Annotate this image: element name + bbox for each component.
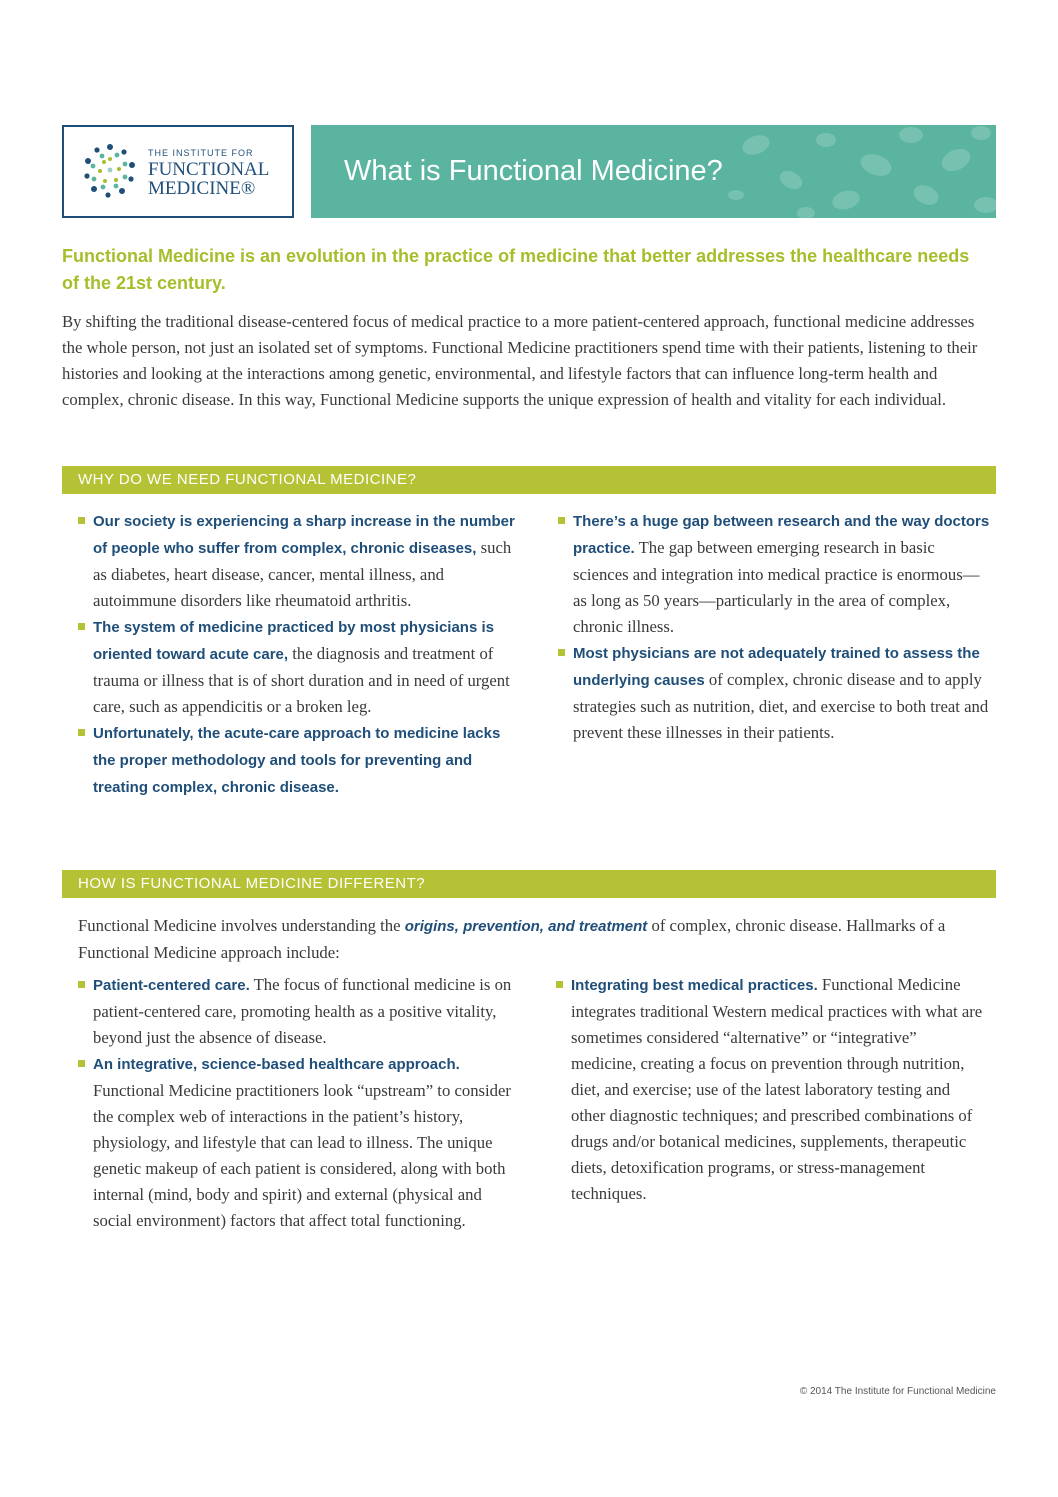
list-item-text: The gap between emerging research in basic sciences and integration into medical practice is enormous—as long as 50 years—particularly in the area of complex, chronic illness.	[573, 538, 980, 636]
page-title: What is Functional Medicine?	[344, 155, 723, 187]
how-paragraph	[78, 913, 978, 966]
logo-mark-icon	[80, 141, 140, 201]
list-item	[78, 1051, 518, 1234]
section-heading-why-label: WHY DO WE NEED FUNCTIONAL MEDICINE?	[78, 471, 417, 488]
list-item-bold: Integrating best medical practices.	[571, 977, 818, 994]
list-item-text: such as diabetes, heart disease, cancer, mental illness, and autoimmune disorders like rheumatoid arthritis.	[93, 538, 512, 610]
intro-paragraph: By shifting the traditional disease-centered focus of medical practice to a more patient-centered approach, functional medicine addresses the whole person, not just an isolated set of symptoms. Functional Medicine practitioners spend time with their patients, listening to their histories and looking at the interactions among genetic, environmental, and lifestyle factors that can influence long-term health and complex, chronic disease. In this way, Functional Medicine supports the unique expression of health and vitality for each individual.	[62, 312, 978, 409]
list-item	[558, 508, 993, 640]
dots-pattern-icon	[696, 125, 996, 218]
list-item-text: Functional Medicine practitioners look “upstream” to consider the complex web of interactions in the patient’s history, physiology, and lifestyle that can lead to illness. The unique genetic makeup of each patient is considered, along with both internal (mind, body and spirit) and external (physical and social environment) factors that affect total functioning.	[93, 1081, 511, 1230]
logo	[62, 125, 294, 218]
logo-line1: THE INSTITUTE FOR	[148, 148, 254, 158]
list-item-text: Functional Medicine integrates traditional Western medical practices with what are sometimes considered “alternative” or “integrative” medicine, creating a focus on prevention through nutrition, diet, and exercise; use of the latest laboratory testing and other diagnostic techniques; and prescribed combinations of drugs and/or botanical medicines, supplements, therapeutic diets, detoxification programs, or stress-management techniques.	[571, 975, 983, 1203]
list-item	[558, 640, 993, 746]
how-paragraph-start: Functional Medicine involves understanding the	[78, 916, 405, 935]
list-item-bold: Patient-centered care.	[93, 977, 250, 994]
section-heading-how-label: HOW IS FUNCTIONAL MEDICINE DIFFERENT?	[78, 875, 426, 892]
list-item-bold: The system of medicine practiced by most physicians is oriented toward acute care,	[93, 619, 494, 663]
list-item-bold: There’s a huge gap between research and the way doctors practice.	[573, 513, 990, 557]
list-item	[78, 972, 518, 1051]
how-right-list	[556, 972, 986, 1207]
section-heading-why	[62, 466, 996, 494]
list-item-text: of complex, chronic disease and to apply strategies such as nutrition, diet, and exercise to both treat and prevent these illnesses in their patients.	[573, 670, 989, 742]
why-right-list	[558, 508, 993, 746]
list-item-bold: Our society is experiencing a sharp increase in the number of people who suffer from complex, chronic diseases,	[93, 513, 515, 557]
list-item-text: the diagnosis and treatment of trauma or illness that is of short duration and in need of urgent care, such as appendicitis or a broken leg.	[93, 644, 510, 716]
list-item-text: The focus of functional medicine is on patient-centered care, promoting health as a positive vitality, beyond just the absence of disease.	[93, 975, 512, 1047]
title-banner	[311, 125, 996, 218]
copyright-footer: © 2014 The Institute for Functional Medicine	[799, 1386, 996, 1397]
why-left-list	[78, 508, 518, 801]
how-left-list	[78, 972, 518, 1234]
how-paragraph-emphasis: origins, prevention, and treatment	[404, 918, 648, 935]
list-item-bold: Most physicians are not adequately trained to assess the underlying causes	[573, 645, 980, 689]
list-item	[78, 614, 518, 720]
list-item-bold: Unfortunately, the acute-care approach to medicine lacks the proper methodology and tools for preventing and treating complex, chronic disease.	[93, 725, 501, 796]
lead-heading: Functional Medicine is an evolution in the practice of medicine that better addresses the healthcare needs of the 21st century.	[62, 246, 970, 293]
list-item	[78, 720, 518, 801]
logo-line2: FUNCTIONAL	[148, 159, 270, 180]
list-item-bold: An integrative, science-based healthcare approach.	[93, 1056, 460, 1073]
how-paragraph-end: of complex, chronic disease. Hallmarks of a Functional Medicine approach include:	[78, 916, 946, 962]
list-item	[556, 972, 986, 1207]
logo-line3: MEDICINE®	[148, 178, 256, 199]
section-heading-how	[62, 870, 996, 898]
list-item	[78, 508, 518, 614]
